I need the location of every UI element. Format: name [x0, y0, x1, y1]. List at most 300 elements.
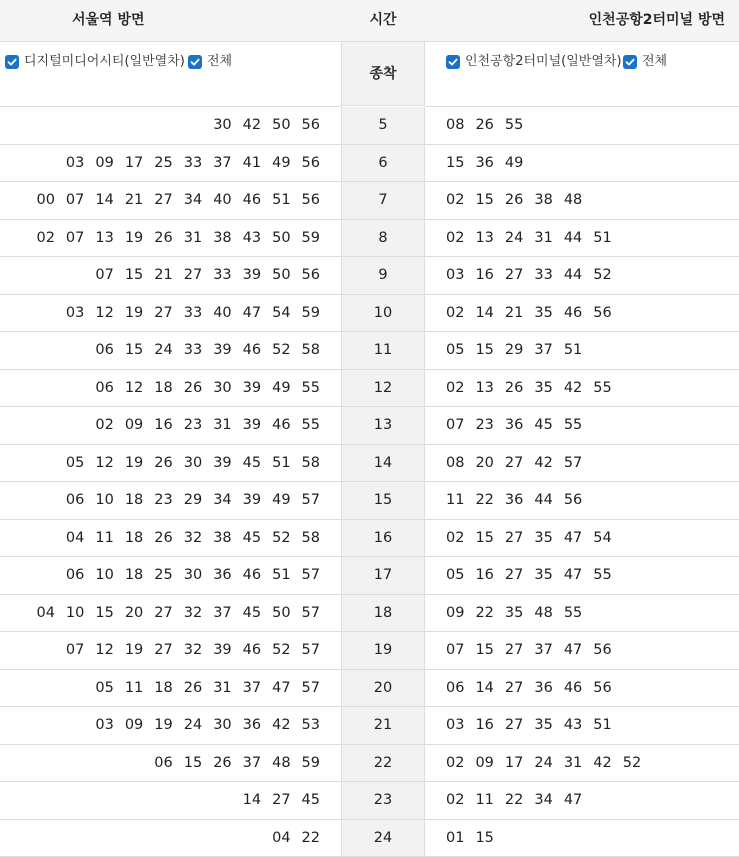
departure-minute[interactable]: 58	[302, 342, 320, 358]
departure-minute[interactable]: 31	[213, 417, 231, 433]
departure-minute[interactable]: 04	[36, 605, 54, 621]
departure-minute[interactable]: 22	[475, 605, 493, 621]
checkbox-checked-icon[interactable]	[5, 55, 19, 69]
departure-minute[interactable]: 57	[302, 605, 320, 621]
departure-minute[interactable]: 30	[184, 455, 202, 471]
departure-minute[interactable]: 51	[593, 230, 611, 246]
departure-minute[interactable]: 22	[505, 792, 523, 808]
departure-minute[interactable]: 51	[272, 192, 290, 208]
departure-minute[interactable]: 03	[66, 155, 84, 171]
departure-minute[interactable]: 33	[184, 305, 202, 321]
departure-minute[interactable]: 52	[272, 342, 290, 358]
departure-minute[interactable]: 13	[475, 230, 493, 246]
departure-minute[interactable]: 40	[213, 305, 231, 321]
departure-minute[interactable]: 06	[66, 567, 84, 583]
departure-minute[interactable]: 02	[446, 530, 464, 546]
departure-minute[interactable]: 37	[213, 155, 231, 171]
departure-minute[interactable]: 11	[446, 492, 464, 508]
departure-minute[interactable]: 56	[302, 155, 320, 171]
filter-t2-checkbox[interactable]	[446, 54, 622, 70]
departure-minute[interactable]: 44	[564, 230, 582, 246]
departure-minute[interactable]: 13	[475, 380, 493, 396]
incheon-departures	[446, 782, 736, 819]
departure-minute[interactable]: 15	[475, 642, 493, 658]
incheon-departures	[446, 745, 736, 782]
seoul-departures	[0, 182, 320, 219]
departure-minute[interactable]: 15	[184, 755, 202, 771]
departure-minute[interactable]: 27	[184, 267, 202, 283]
departure-minute[interactable]: 35	[534, 380, 552, 396]
departure-minute[interactable]: 26	[154, 455, 172, 471]
departure-minute[interactable]: 12	[95, 305, 113, 321]
departure-minute[interactable]: 19	[125, 305, 143, 321]
departure-minute[interactable]: 47	[564, 567, 582, 583]
departure-minute[interactable]: 15	[446, 155, 464, 171]
departure-minute[interactable]: 33	[534, 267, 552, 283]
departure-minute[interactable]: 02	[446, 792, 464, 808]
departure-minute[interactable]: 26	[505, 380, 523, 396]
departure-minute[interactable]: 51	[272, 567, 290, 583]
departure-minute[interactable]: 19	[125, 230, 143, 246]
departure-minute[interactable]: 08	[446, 117, 464, 133]
departure-minute[interactable]: 55	[564, 605, 582, 621]
departure-minute[interactable]: 45	[243, 530, 261, 546]
departure-minute[interactable]: 59	[302, 230, 320, 246]
departure-minute[interactable]: 29	[505, 342, 523, 358]
departure-minute[interactable]: 02	[446, 305, 464, 321]
departure-minute[interactable]: 21	[125, 192, 143, 208]
departure-minute[interactable]: 57	[302, 567, 320, 583]
departure-minute[interactable]: 02	[446, 380, 464, 396]
filter-right-all-checkbox[interactable]	[623, 54, 667, 70]
departure-minute[interactable]: 02	[446, 230, 464, 246]
departure-minute[interactable]: 27	[505, 642, 523, 658]
hour-cell: 13	[341, 407, 425, 444]
departure-minute[interactable]: 18	[154, 380, 172, 396]
departure-minute[interactable]: 15	[475, 830, 493, 846]
departure-minute[interactable]: 37	[243, 680, 261, 696]
departure-minute[interactable]: 07	[66, 192, 84, 208]
departure-minute[interactable]: 42	[272, 717, 290, 733]
departure-minute[interactable]: 51	[564, 342, 582, 358]
departure-minute[interactable]: 21	[505, 305, 523, 321]
departure-minute[interactable]: 54	[272, 305, 290, 321]
departure-minute[interactable]: 27	[154, 192, 172, 208]
departure-minute[interactable]: 09	[475, 755, 493, 771]
departure-minute[interactable]: 57	[302, 680, 320, 696]
departure-minute[interactable]: 26	[154, 530, 172, 546]
departure-minute[interactable]: 49	[505, 155, 523, 171]
departure-minute[interactable]: 32	[184, 642, 202, 658]
departure-minute[interactable]: 39	[243, 267, 261, 283]
departure-minute[interactable]: 27	[505, 680, 523, 696]
departure-minute[interactable]: 51	[272, 455, 290, 471]
departure-minute[interactable]: 06	[446, 680, 464, 696]
departure-minute[interactable]: 37	[534, 642, 552, 658]
departure-minute[interactable]: 20	[125, 605, 143, 621]
checkbox-checked-icon[interactable]	[623, 55, 637, 69]
departure-minute[interactable]: 07	[66, 642, 84, 658]
departure-minute[interactable]: 14	[95, 192, 113, 208]
seoul-departures	[0, 632, 320, 669]
departure-minute[interactable]: 51	[593, 717, 611, 733]
departure-minute[interactable]: 52	[272, 642, 290, 658]
seoul-departures	[0, 745, 320, 782]
departure-minute[interactable]: 06	[154, 755, 172, 771]
hour-cell: 8	[341, 220, 425, 257]
departure-minute[interactable]: 45	[534, 417, 552, 433]
departure-minute[interactable]: 56	[593, 680, 611, 696]
departure-minute[interactable]: 47	[564, 792, 582, 808]
departure-minute[interactable]: 50	[272, 267, 290, 283]
departure-minute[interactable]: 27	[154, 642, 172, 658]
departure-minute[interactable]: 55	[302, 417, 320, 433]
departure-minute[interactable]: 15	[475, 530, 493, 546]
filter-dmc-checkbox[interactable]	[5, 54, 185, 70]
departure-minute[interactable]: 11	[125, 680, 143, 696]
departure-minute[interactable]: 56	[564, 492, 582, 508]
departure-minute[interactable]: 14	[475, 305, 493, 321]
hour-cell: 22	[341, 745, 425, 782]
departure-minute[interactable]: 12	[95, 455, 113, 471]
departure-minute[interactable]: 06	[66, 492, 84, 508]
departure-minute[interactable]: 36	[243, 717, 261, 733]
departure-minute[interactable]: 47	[564, 530, 582, 546]
departure-minute[interactable]: 01	[446, 830, 464, 846]
departure-minute[interactable]: 23	[184, 417, 202, 433]
departure-minute[interactable]: 33	[184, 342, 202, 358]
departure-minute[interactable]: 19	[125, 455, 143, 471]
departure-minute[interactable]: 52	[272, 530, 290, 546]
departure-minute[interactable]: 03	[66, 305, 84, 321]
departure-minute[interactable]: 55	[593, 380, 611, 396]
departure-minute[interactable]: 09	[125, 417, 143, 433]
departure-minute[interactable]: 18	[154, 680, 172, 696]
departure-minute[interactable]: 56	[593, 305, 611, 321]
departure-minute[interactable]: 24	[184, 717, 202, 733]
departure-minute[interactable]: 24	[534, 755, 552, 771]
departure-minute[interactable]: 50	[272, 230, 290, 246]
departure-minute[interactable]: 49	[272, 380, 290, 396]
departure-minute[interactable]: 05	[446, 342, 464, 358]
departure-minute[interactable]: 30	[184, 567, 202, 583]
departure-minute[interactable]: 36	[213, 567, 231, 583]
departure-minute[interactable]: 56	[593, 642, 611, 658]
hour-cell: 17	[341, 557, 425, 594]
departure-minute[interactable]: 35	[534, 567, 552, 583]
departure-minute[interactable]: 49	[272, 155, 290, 171]
departure-minute[interactable]: 26	[184, 380, 202, 396]
departure-minute[interactable]: 10	[95, 567, 113, 583]
departure-minute[interactable]: 17	[505, 755, 523, 771]
hour-cell: 20	[341, 670, 425, 707]
departure-minute[interactable]: 34	[213, 492, 231, 508]
departure-minute[interactable]: 11	[95, 530, 113, 546]
departure-minute[interactable]: 23	[154, 492, 172, 508]
departure-minute[interactable]: 50	[272, 605, 290, 621]
departure-minute[interactable]: 48	[272, 755, 290, 771]
departure-minute[interactable]: 23	[475, 417, 493, 433]
departure-minute[interactable]: 47	[243, 305, 261, 321]
incheon-departures	[446, 182, 736, 219]
departure-minute[interactable]: 30	[213, 117, 231, 133]
departure-minute[interactable]: 15	[125, 342, 143, 358]
departure-minute[interactable]: 46	[272, 417, 290, 433]
departure-minute[interactable]: 26	[184, 680, 202, 696]
departure-minute[interactable]: 55	[302, 380, 320, 396]
departure-minute[interactable]: 05	[95, 680, 113, 696]
departure-minute[interactable]: 32	[184, 530, 202, 546]
departure-minute[interactable]: 32	[184, 605, 202, 621]
departure-minute[interactable]: 54	[593, 530, 611, 546]
departure-minute[interactable]: 07	[446, 642, 464, 658]
departure-minute[interactable]: 14	[475, 680, 493, 696]
departure-minute[interactable]: 18	[125, 492, 143, 508]
departure-minute[interactable]: 12	[95, 642, 113, 658]
departure-minute[interactable]: 37	[213, 605, 231, 621]
departure-minute[interactable]: 26	[475, 117, 493, 133]
departure-minute[interactable]: 15	[125, 267, 143, 283]
departure-minute[interactable]: 16	[475, 267, 493, 283]
departure-minute[interactable]: 53	[302, 717, 320, 733]
departure-minute[interactable]: 11	[475, 792, 493, 808]
departure-minute[interactable]: 26	[213, 755, 231, 771]
departure-minute[interactable]: 57	[302, 492, 320, 508]
departure-minute[interactable]: 45	[243, 605, 261, 621]
departure-minute[interactable]: 55	[505, 117, 523, 133]
departure-minute[interactable]: 07	[95, 267, 113, 283]
departure-minute[interactable]: 59	[302, 305, 320, 321]
departure-minute[interactable]: 36	[534, 680, 552, 696]
departure-minute[interactable]: 05	[66, 455, 84, 471]
departure-minute[interactable]: 27	[505, 455, 523, 471]
departure-minute[interactable]: 46	[243, 192, 261, 208]
departure-minute[interactable]: 39	[243, 492, 261, 508]
departure-minute[interactable]: 29	[184, 492, 202, 508]
departure-minute[interactable]: 44	[564, 267, 582, 283]
departure-minute[interactable]: 31	[534, 230, 552, 246]
table-row	[0, 632, 739, 670]
departure-minute[interactable]: 02	[446, 192, 464, 208]
departure-minute[interactable]: 24	[154, 342, 172, 358]
departure-minute[interactable]: 26	[154, 230, 172, 246]
departure-minute[interactable]: 35	[505, 605, 523, 621]
departure-minute[interactable]: 35	[534, 717, 552, 733]
departure-minute[interactable]: 40	[213, 192, 231, 208]
departure-minute[interactable]: 03	[446, 717, 464, 733]
departure-minute[interactable]: 03	[95, 717, 113, 733]
departure-minute[interactable]: 03	[446, 267, 464, 283]
departure-minute[interactable]: 33	[213, 267, 231, 283]
departure-minute[interactable]: 57	[564, 455, 582, 471]
filter-dmc-label: 디지털미디어시티(일반열차)	[24, 54, 185, 70]
departure-minute[interactable]: 44	[534, 492, 552, 508]
departure-minute[interactable]: 02	[36, 230, 54, 246]
departure-minute[interactable]: 39	[243, 417, 261, 433]
seoul-departures	[0, 332, 320, 369]
departure-minute[interactable]: 46	[243, 642, 261, 658]
departure-minute[interactable]: 27	[505, 267, 523, 283]
departure-minute[interactable]: 25	[154, 155, 172, 171]
departure-minute[interactable]: 33	[184, 155, 202, 171]
departure-minute[interactable]: 34	[534, 792, 552, 808]
departure-minute[interactable]: 31	[184, 230, 202, 246]
departure-minute[interactable]: 47	[564, 642, 582, 658]
departure-minute[interactable]: 55	[593, 567, 611, 583]
departure-minute[interactable]: 27	[505, 567, 523, 583]
departure-minute[interactable]: 13	[95, 230, 113, 246]
departure-minute[interactable]: 42	[534, 455, 552, 471]
departure-minute[interactable]: 57	[302, 642, 320, 658]
departure-minute[interactable]: 22	[302, 830, 320, 846]
departure-minute[interactable]: 17	[125, 155, 143, 171]
departure-minute[interactable]: 39	[213, 455, 231, 471]
departure-minute[interactable]: 09	[446, 605, 464, 621]
departure-minute[interactable]: 36	[475, 155, 493, 171]
departure-minute[interactable]: 48	[564, 192, 582, 208]
departure-minute[interactable]: 10	[66, 605, 84, 621]
departure-minute[interactable]: 56	[302, 267, 320, 283]
departure-minute[interactable]: 47	[272, 680, 290, 696]
departure-minute[interactable]: 04	[66, 530, 84, 546]
departure-minute[interactable]: 39	[213, 642, 231, 658]
hour-cell: 23	[341, 782, 425, 819]
departure-minute[interactable]: 42	[564, 380, 582, 396]
departure-minute[interactable]: 50	[272, 117, 290, 133]
departure-minute[interactable]: 10	[95, 492, 113, 508]
departure-minute[interactable]: 42	[243, 117, 261, 133]
departure-minute[interactable]: 00	[36, 192, 54, 208]
checkbox-checked-icon[interactable]	[446, 55, 460, 69]
departure-minute[interactable]: 16	[475, 567, 493, 583]
seoul-departures	[0, 370, 320, 407]
departure-minute[interactable]: 06	[95, 342, 113, 358]
departure-minute[interactable]: 14	[243, 792, 261, 808]
departure-minute[interactable]: 43	[243, 230, 261, 246]
departure-minute[interactable]: 39	[213, 342, 231, 358]
departure-minute[interactable]: 38	[213, 230, 231, 246]
departure-minute[interactable]: 07	[446, 417, 464, 433]
departure-minute[interactable]: 37	[534, 342, 552, 358]
departure-minute[interactable]: 27	[505, 717, 523, 733]
departure-minute[interactable]: 09	[125, 717, 143, 733]
departure-minute[interactable]: 46	[564, 680, 582, 696]
departure-minute[interactable]: 20	[475, 455, 493, 471]
table-row	[0, 182, 739, 220]
filter-left-all-checkbox[interactable]	[188, 54, 232, 70]
departure-minute[interactable]: 30	[213, 380, 231, 396]
departure-minute[interactable]: 15	[95, 605, 113, 621]
departure-minute[interactable]: 46	[564, 305, 582, 321]
table-row	[0, 407, 739, 445]
departure-minute[interactable]: 27	[154, 605, 172, 621]
departure-minute[interactable]: 09	[95, 155, 113, 171]
departure-minute[interactable]: 43	[564, 717, 582, 733]
departure-minute[interactable]: 24	[505, 230, 523, 246]
timetable-rows	[0, 107, 739, 857]
departure-minute[interactable]: 15	[475, 192, 493, 208]
departure-minute[interactable]: 26	[505, 192, 523, 208]
departure-minute[interactable]: 41	[243, 155, 261, 171]
departure-minute[interactable]: 16	[475, 717, 493, 733]
departure-minute[interactable]: 58	[302, 455, 320, 471]
departure-minute[interactable]: 48	[534, 605, 552, 621]
departure-minute[interactable]: 04	[272, 830, 290, 846]
departure-minute[interactable]: 39	[243, 380, 261, 396]
departure-minute[interactable]: 45	[243, 455, 261, 471]
departure-minute[interactable]: 18	[125, 567, 143, 583]
departure-minute[interactable]: 38	[534, 192, 552, 208]
incheon-departures	[446, 407, 736, 444]
departure-minute[interactable]: 22	[475, 492, 493, 508]
departure-minute[interactable]: 15	[475, 342, 493, 358]
departure-minute[interactable]: 31	[564, 755, 582, 771]
seoul-departures	[0, 520, 320, 557]
table-row	[0, 520, 739, 558]
incheon-direction-title: 인천공항2터미널 방면	[589, 0, 725, 41]
departure-minute[interactable]: 07	[66, 230, 84, 246]
checkbox-checked-icon[interactable]	[188, 55, 202, 69]
table-row	[0, 595, 739, 633]
departure-minute[interactable]: 30	[213, 717, 231, 733]
departure-minute[interactable]: 59	[302, 755, 320, 771]
departure-minute[interactable]: 49	[272, 492, 290, 508]
departure-minute[interactable]: 12	[125, 380, 143, 396]
departure-minute[interactable]: 08	[446, 455, 464, 471]
departure-minute[interactable]: 35	[534, 305, 552, 321]
departure-minute[interactable]: 27	[272, 792, 290, 808]
departure-minute[interactable]: 31	[213, 680, 231, 696]
departure-minute[interactable]: 36	[505, 417, 523, 433]
departure-minute[interactable]: 46	[243, 567, 261, 583]
departure-minute[interactable]: 27	[154, 305, 172, 321]
departure-minute[interactable]: 27	[505, 530, 523, 546]
departure-minute[interactable]: 46	[243, 342, 261, 358]
departure-minute[interactable]: 38	[213, 530, 231, 546]
seoul-departures	[0, 445, 320, 482]
departure-minute[interactable]: 02	[95, 417, 113, 433]
departure-minute[interactable]: 34	[184, 192, 202, 208]
departure-minute[interactable]: 02	[446, 755, 464, 771]
incheon-departures	[446, 220, 736, 257]
departure-minute[interactable]: 37	[243, 755, 261, 771]
departure-minute[interactable]: 56	[302, 117, 320, 133]
seoul-filter-bar	[0, 42, 341, 107]
departure-minute[interactable]: 16	[154, 417, 172, 433]
departure-minute[interactable]: 36	[505, 492, 523, 508]
departure-minute[interactable]: 19	[154, 717, 172, 733]
departure-minute[interactable]: 42	[593, 755, 611, 771]
departure-minute[interactable]: 19	[125, 642, 143, 658]
departure-minute[interactable]: 05	[446, 567, 464, 583]
departure-minute[interactable]: 25	[154, 567, 172, 583]
departure-minute[interactable]: 35	[534, 530, 552, 546]
departure-minute[interactable]: 56	[302, 192, 320, 208]
seoul-departures	[0, 107, 320, 144]
departure-minute[interactable]: 52	[623, 755, 641, 771]
departure-minute[interactable]: 55	[564, 417, 582, 433]
departure-minute[interactable]: 52	[593, 267, 611, 283]
departure-minute[interactable]: 45	[302, 792, 320, 808]
seoul-departures	[0, 820, 320, 857]
departure-minute[interactable]: 21	[154, 267, 172, 283]
departure-minute[interactable]: 58	[302, 530, 320, 546]
table-row	[0, 332, 739, 370]
hour-cell: 21	[341, 707, 425, 744]
incheon-departures	[446, 670, 736, 707]
departure-minute[interactable]: 18	[125, 530, 143, 546]
departure-minute[interactable]: 06	[95, 380, 113, 396]
